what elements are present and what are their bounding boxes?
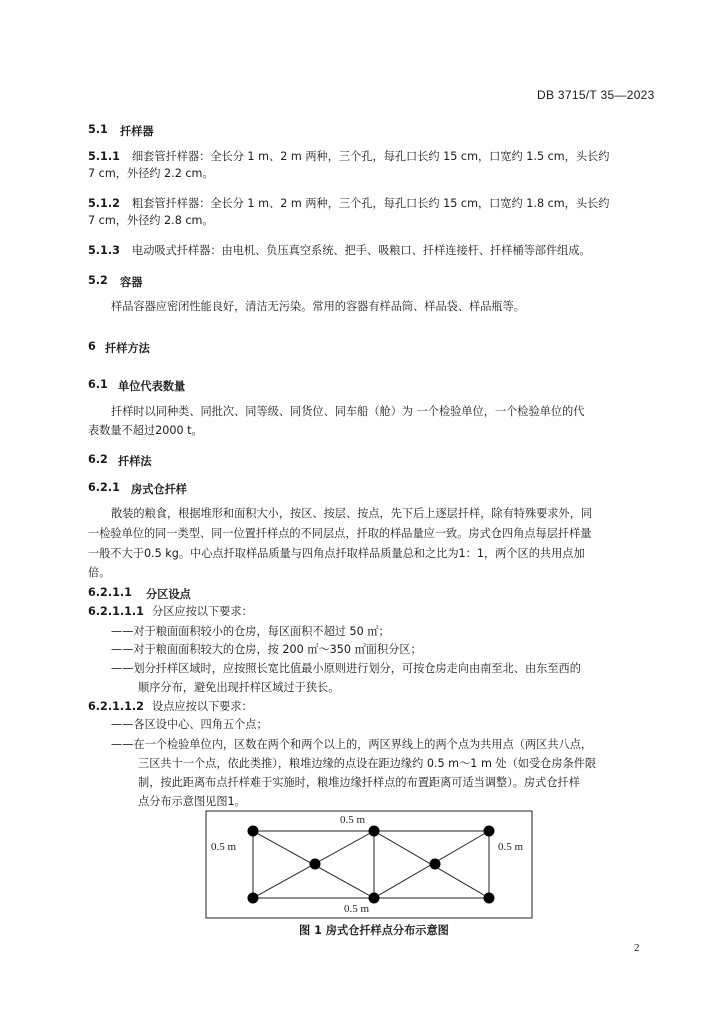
list-item: ——各区设中心、四角五个点； <box>111 718 268 731</box>
sampling-point <box>248 893 259 904</box>
sampling-point-center <box>310 859 321 870</box>
list-intro: 设点应按以下要求： <box>152 700 253 713</box>
list-item-continuation: 制，按此距离布点扦样难于实施时，粮堆边缘扦样点的布置距离可适当调整）。房式仓扦样 <box>138 776 580 789</box>
paragraph-line: 电动吸式扦样器：由电机、负压真空系统、把手、吸粮口、扦样连接杆、扦样桶等部件组成。 <box>132 244 591 257</box>
list-item: ——划分扦样区域时，应按照长宽比值最小原则进行划分，可按仓房走向由南至北、由东至西的 <box>111 662 581 675</box>
section-number: 6.1 <box>88 378 108 391</box>
grain-pile-boundary <box>253 831 489 898</box>
section-number: 6.2.1 <box>88 481 120 494</box>
section-number: 6.2 <box>88 453 108 466</box>
paragraph-line: 7 cm，外径约 2.2 cm。 <box>88 167 214 180</box>
paragraph-line: 扦样时以同种类、同批次、同等级、同货位、同车船（舱）为 一个检验单位，一个检验单位的代 <box>111 405 585 418</box>
section-number: 5.2 <box>88 274 108 287</box>
figure-caption: 图 1 房式仓扦样点分布示意图 <box>299 924 449 937</box>
paragraph-line: 散装的粮食，根据堆形和面积大小，按区、按层、按点，先下后上逐层扦样，除有特殊要求外，同 <box>111 507 593 520</box>
paragraph-line: 一检验单位的同一类型、同一位置扦样点的不同层点，扦取的样品量应一致。房式仓四角点每层扦样量 <box>88 527 592 540</box>
paragraph-line: 倍。 <box>88 566 111 579</box>
list-item-continuation: 顺序分布，避免出现扦样区域过于狭长。 <box>138 681 340 694</box>
sampling-point <box>248 826 259 837</box>
section-number: 5.1.1 <box>88 150 120 163</box>
section-number: 5.1.2 <box>88 197 120 210</box>
section-title: 扦样法 <box>118 455 152 468</box>
margin-label-bottom: 0.5 m <box>344 903 370 915</box>
section-number: 6.2.1.1.2 <box>88 700 144 713</box>
paragraph-line: 一般不大于0.5 kg。中心点扦取样品质量与四角点扦取样品质量总和之比为1：1，两个区的共用点加 <box>88 547 585 560</box>
sampling-point-center <box>430 859 441 870</box>
document-id: DB 3715/T 35—2023 <box>537 88 655 102</box>
list-item-continuation: 三区共十一个点，依此类推），粮堆边缘的点设在距边缘约 0.5 m～1 m 处（如受仓房条件限 <box>138 757 597 770</box>
section-number: 6.2.1.1.1 <box>88 605 144 618</box>
list-item: ——在一个检验单位内，区数在两个和两个以上的，两区界线上的两个点为共用点（两区共八点， <box>111 738 593 751</box>
section-title: 单位代表数量 <box>118 380 186 393</box>
page-number: 2 <box>634 942 640 954</box>
paragraph-line: 表数量不超过2000 t。 <box>88 424 203 437</box>
sampling-point <box>484 893 495 904</box>
list-item-continuation: 点分布示意图见图1。 <box>138 795 246 808</box>
paragraph-line: 粗套管扦样器：全长分 1 m、2 m 两种，三个孔，每孔口长约 15 cm，口宽约 1.8 cm，头长约 <box>132 197 610 210</box>
paragraph-line: 样品容器应密闭性能良好，清洁无污染。常用的容器有样品筒、样品袋、样品瓶等。 <box>111 300 525 313</box>
paragraph-line: 细套管扦样器：全长分 1 m、2 m 两种，三个孔，每孔口长约 15 cm，口宽约 1.5 cm，头长约 <box>132 150 610 163</box>
margin-label-top: 0.5 m <box>340 814 366 826</box>
paragraph-line: 7 cm，外径约 2.8 cm。 <box>88 214 214 227</box>
margin-label-left: 0.5 m <box>211 841 237 853</box>
section-title: 房式仓扦样 <box>131 483 187 496</box>
list-item: ——对于粮面面积较小的仓房，每区面积不超过 50 ㎡； <box>111 625 390 638</box>
section-title: 分区设点 <box>146 588 191 601</box>
list-intro: 分区应按以下要求： <box>152 605 253 618</box>
section-title: 扦样方法 <box>105 342 150 355</box>
sampling-point <box>484 826 495 837</box>
list-item: ——对于粮面面积较大的仓房，按 200 ㎡～350 ㎡面积分区； <box>111 643 422 656</box>
section-number: 6 <box>88 340 96 353</box>
section-number: 5.1.3 <box>88 244 120 257</box>
section-number: 5.1 <box>88 123 108 136</box>
sampling-point-shared <box>369 826 380 837</box>
section-title: 扦样器 <box>120 125 154 138</box>
sampling-point-shared <box>369 893 380 904</box>
section-number: 6.2.1.1 <box>88 586 132 599</box>
section-title: 容器 <box>120 276 143 289</box>
margin-label-right: 0.5 m <box>498 841 524 853</box>
